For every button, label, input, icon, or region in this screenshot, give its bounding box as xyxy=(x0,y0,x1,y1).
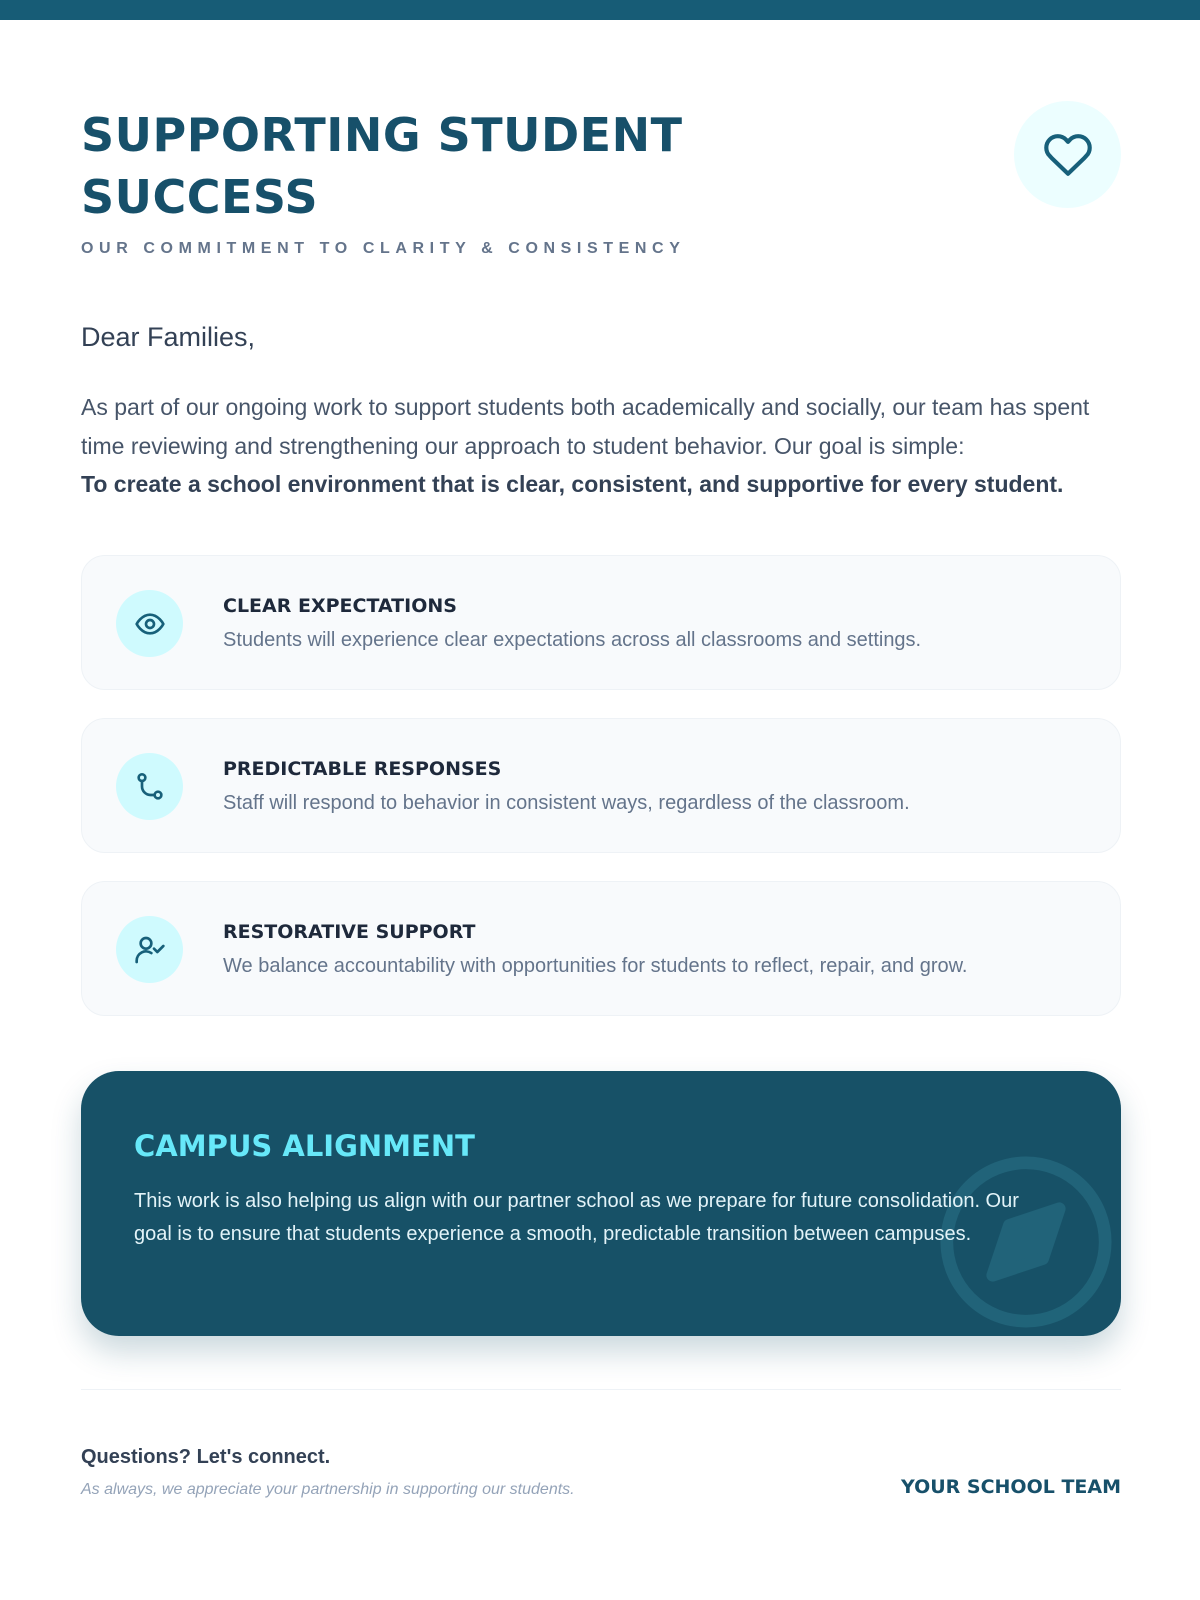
card-description: Staff will respond to behavior in consistent ways, regardless of the classroom. xyxy=(223,792,910,814)
card-title: PREDICTABLE RESPONSES xyxy=(223,758,502,780)
greeting: Dear Families, xyxy=(81,322,256,352)
heart-icon xyxy=(1043,130,1093,180)
card-title: RESTORATIVE SUPPORT xyxy=(223,921,476,943)
alignment-text: This work is also helping us align with our partner school as we prepare for future consolidation. Our goal is to ensure that students experience a smooth, predictable transition between campuses. xyxy=(134,1190,1019,1245)
footer-question: Questions? Let's connect. xyxy=(81,1446,331,1468)
footer-note: As always, we appreciate your partnership in supporting our students. xyxy=(81,1481,575,1498)
card-restorative-support xyxy=(81,881,1121,1016)
eye-icon xyxy=(134,608,166,640)
card-description: We balance accountability with opportunities for students to reflect, repair, and grow. xyxy=(223,955,968,977)
intro-paragraph xyxy=(81,388,1121,504)
card-icon-circle xyxy=(116,590,183,657)
footer-divider xyxy=(81,1389,1121,1390)
footer-signature: YOUR SCHOOL TEAM xyxy=(900,1476,1121,1498)
newsletter-page xyxy=(81,0,1121,1600)
card-clear-expectations xyxy=(81,555,1121,690)
card-predictable-responses xyxy=(81,718,1121,853)
heart-badge xyxy=(1014,101,1121,208)
intro-text: As part of our ongoing work to support students both academically and socially, our team has spent time reviewing and strengthening our approach to student behavior. Our goal is simple: xyxy=(81,394,1090,459)
header xyxy=(81,100,1121,270)
card-icon-circle xyxy=(116,916,183,983)
page-title: SUPPORTING STUDENT SUCCESS xyxy=(81,108,683,224)
campus-alignment-panel xyxy=(81,1071,1121,1336)
card-icon-circle xyxy=(116,753,183,820)
page-subtitle: OUR COMMITMENT TO CLARITY & CONSISTENCY xyxy=(81,240,686,257)
alignment-title: CAMPUS ALIGNMENT xyxy=(134,1129,475,1163)
card-title: CLEAR EXPECTATIONS xyxy=(223,595,457,617)
goal-statement: To create a school environment that is clear, consistent, and supportive for every student. xyxy=(81,471,1064,497)
route-icon xyxy=(134,771,166,803)
user-check-icon xyxy=(134,934,166,966)
commitment-list xyxy=(81,555,1121,1044)
card-description: Students will experience clear expectations across all classrooms and settings. xyxy=(223,629,922,651)
